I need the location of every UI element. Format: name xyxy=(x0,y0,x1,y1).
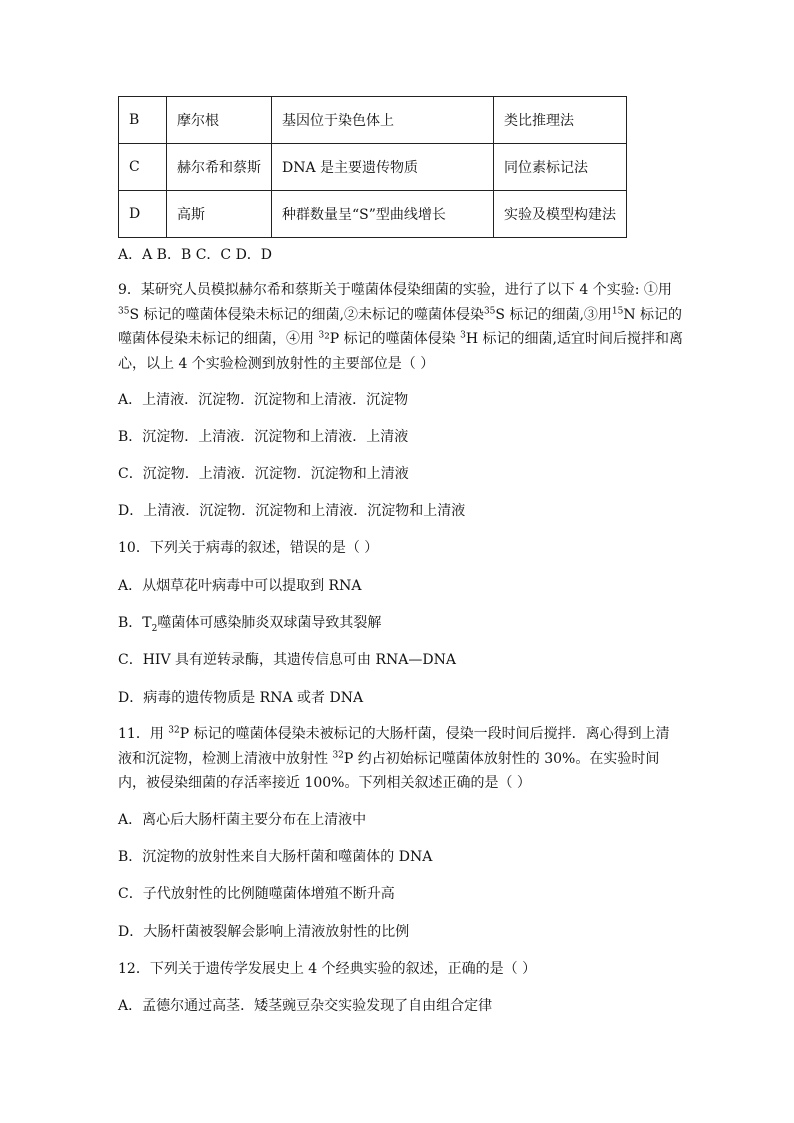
q11-stem-sup: 32 xyxy=(168,725,180,736)
table-cell-scientist: 赫尔希和蔡斯 xyxy=(167,144,272,191)
q9-stem-text: N 标记的噬菌体侵染未标记的细菌，④用 xyxy=(118,306,683,347)
q10-option-b-sub: 2 xyxy=(151,623,158,634)
q9-option-c: C．沉淀物．上清液．沉淀物．沉淀物和上清液 xyxy=(118,466,409,482)
q10-option-b-text: 噬菌体可感染肺炎双球菌导致其裂解 xyxy=(157,615,382,631)
q11-stem xyxy=(118,722,683,796)
q11-stem-sup: 32 xyxy=(332,749,344,760)
table-cell-finding: 基因位于染色体上 xyxy=(272,97,494,144)
table-cell-letter: D xyxy=(119,191,167,238)
q11-option-d: D．大肠杆菌被裂解会影响上清液放射性的比例 xyxy=(118,924,410,940)
q10-option-b-text: B．T xyxy=(118,615,152,631)
q12-stem: 12．下列关于遗传学发展史上 4 个经典实验的叙述，正确的是（ ） xyxy=(118,961,537,977)
q9-option-a: A．上清液．沉淀物．沉淀物和上清液．沉淀物 xyxy=(118,392,409,408)
q10-option-b xyxy=(118,611,381,636)
q10-option-c: C．HIV 具有逆转录酶，其遗传信息可由 RNA—DNA xyxy=(118,652,456,668)
q9-stem-sup: 3 xyxy=(318,330,325,341)
table-cell-letter: B xyxy=(119,97,167,144)
q10-option-a: A．从烟草花叶病毒中可以提取到 RNA xyxy=(118,578,362,594)
q11-stem-text: 11．用 xyxy=(118,726,169,742)
table-cell-method: 实验及模型构建法 xyxy=(494,191,627,238)
q9-stem-sup: 3 xyxy=(460,330,466,341)
table-cell-method: 同位素标记法 xyxy=(494,144,627,191)
table-row xyxy=(119,144,627,191)
q9-option-d: D．上清液．沉淀物．沉淀物和上清液．沉淀物和上清液 xyxy=(118,503,466,519)
table-cell-method: 类比推理法 xyxy=(494,97,627,144)
q11-option-c: C．子代放射性的比例随噬菌体增殖不断升高 xyxy=(118,886,395,902)
q10-stem: 10．下列关于病毒的叙述，错误的是（ ） xyxy=(118,540,379,556)
q9-stem-sup: 15 xyxy=(611,305,624,316)
table-cell-scientist: 高斯 xyxy=(167,191,272,238)
table-cell-finding: 种群数量呈“S”型曲线增长 xyxy=(272,191,494,238)
options-table xyxy=(118,96,627,238)
q9-stem-text: S 标记的噬菌体侵染未标记的细菌,②未标记的噬菌体侵染 xyxy=(129,306,484,323)
table-cell-scientist: 摩尔根 xyxy=(167,97,272,144)
q11-option-b: B．沉淀物的放射性来自大肠杆菌和噬菌体的 DNA xyxy=(118,849,433,865)
q9-stem-sup: 35 xyxy=(483,305,496,316)
table-cell-finding: DNA 是主要遗传物质 xyxy=(272,144,494,191)
q12-option-a: A．孟德尔通过高茎．矮茎豌豆杂交实验发现了自由组合定律 xyxy=(118,998,493,1014)
q9-stem-text: ²P 标记的噬菌体侵染 xyxy=(324,331,461,347)
table-row xyxy=(119,97,627,144)
q9-stem xyxy=(118,278,683,376)
q11-stem-text: P 标记的噬菌体侵染未被标记的大肠杆菌，侵染一段时间后搅拌．离心得到上清液和沉淀物，检测上清液中放射性 xyxy=(118,726,670,767)
table-row xyxy=(119,191,627,238)
q8-answer-options: A．A B．B C．C D．D xyxy=(118,247,273,263)
q11-option-a: A．离心后大肠杆菌主要分布在上清液中 xyxy=(118,812,367,828)
table-cell-letter: C xyxy=(119,144,167,191)
q9-stem-text: H 标记的细菌,适宜时间后搅拌和离心，以上 4 个实验检测到放射性的主要部位是（ ） xyxy=(118,331,683,372)
q9-option-b: B．沉淀物．上清液．沉淀物和上清液．上清液 xyxy=(118,429,409,445)
q9-stem-text: S 标记的细菌,③用 xyxy=(495,306,612,323)
q11-stem-text: P 约占初始标记噬菌体放射性的 30%。在实验时间内，被侵染细菌的存活率接近 100%。下列相关叙述正确的是（ ） xyxy=(118,750,660,791)
q9-stem-text: 9．某研究人员模拟赫尔希和蔡斯关于噬菌体侵染细菌的实验，进行了以下 4 个实验: ①用 xyxy=(118,282,672,298)
q9-stem-sup: 35 xyxy=(118,305,130,316)
q10-option-d: D．病毒的遗传物质是 RNA 或者 DNA xyxy=(118,690,364,706)
